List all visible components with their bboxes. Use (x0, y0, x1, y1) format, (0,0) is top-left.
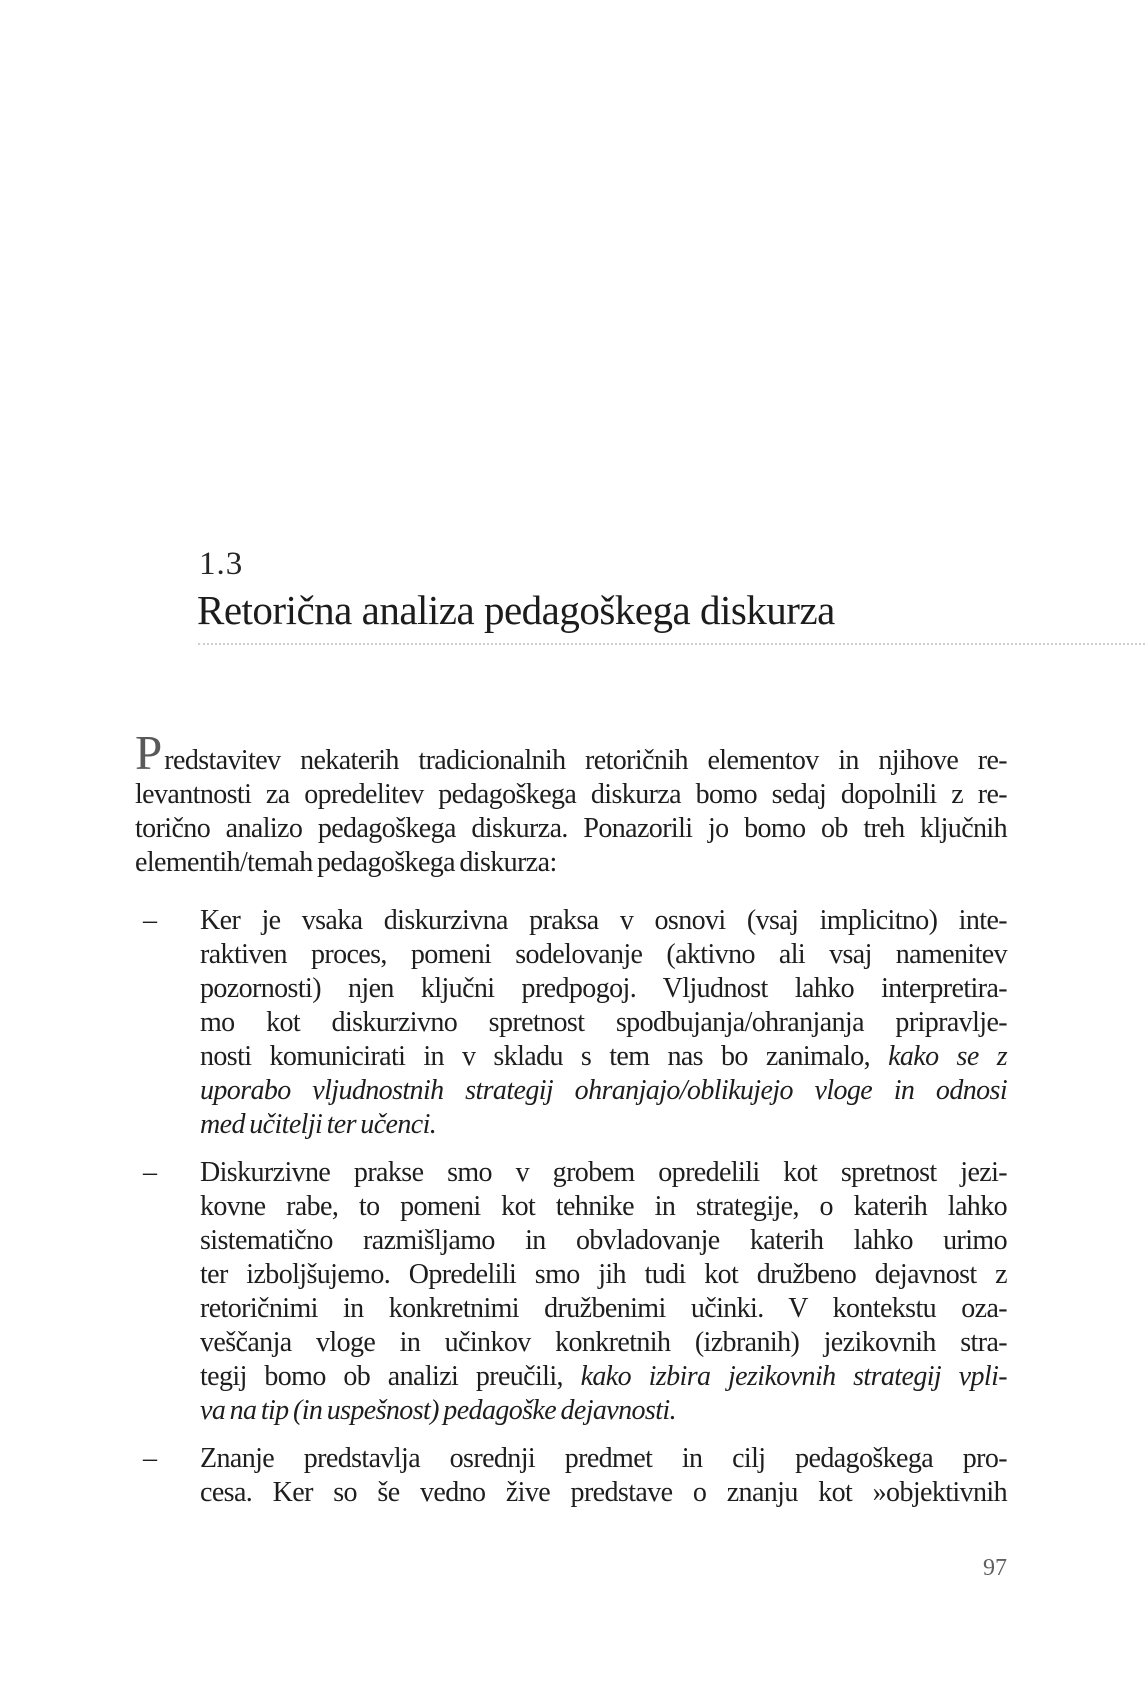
text-line (200, 904, 1007, 938)
intro-paragraph (135, 725, 1007, 880)
text-segment-italic: med učitelji ter učenci. (200, 1109, 437, 1140)
text-segment: nosti komunicirati in v skladu s tem nas bo zanimalo, (200, 1041, 889, 1072)
text-segment: mo kot diskurzivno spretnost spodbujanja/ohranjanja pripravlje- (200, 1007, 1007, 1038)
text-segment: tegij bomo ob analizi preučili, (200, 1361, 581, 1392)
text-line (200, 938, 1007, 972)
text-segment: retoričnimi in konkretnimi družbenimi učinki. V kontekstu oza- (200, 1293, 1007, 1324)
text-segment: ter izboljšujemo. Opredelili smo jih tudi kot družbeno dejavnost z (200, 1259, 1007, 1290)
section-title: Retorična analiza pedagoškega diskurza (197, 587, 835, 633)
bullet-item (143, 904, 1007, 1142)
text-segment: redstavitev nekaterih tradicionalnih retoričnih elementov in njihove re- (164, 745, 1007, 776)
text-line (200, 1258, 1007, 1292)
title-divider-rule (198, 643, 1145, 645)
text-line (200, 1190, 1007, 1224)
bullet-marker: – (143, 1157, 157, 1188)
text-line (200, 1394, 1007, 1428)
text-line (200, 1108, 1007, 1142)
text-segment: kovne rabe, to pomeni kot tehnike in strategije, o katerih lahko (200, 1191, 1007, 1222)
text-line (135, 725, 1007, 780)
bullet-item (143, 1156, 1007, 1428)
text-line (200, 1156, 1007, 1190)
text-segment: Znanje predstavlja osrednji predmet in cilj pedagoškega pro- (200, 1443, 1007, 1474)
text-line (135, 846, 1007, 880)
text-line (200, 972, 1007, 1006)
text-line (200, 1074, 1007, 1108)
text-line (200, 1326, 1007, 1360)
text-line (200, 1224, 1007, 1258)
text-line (200, 1360, 1007, 1394)
text-segment: raktiven proces, pomeni sodelovanje (aktivno ali vsaj namenitev (200, 939, 1007, 970)
text-segment: cesa. Ker so še vedno žive predstave o znanju kot »objektivnih (200, 1477, 1007, 1508)
text-segment-italic: va na tip (in uspešnost) pedagoške dejavnosti. (200, 1395, 676, 1426)
section-number: 1.3 (199, 546, 244, 582)
body-text (135, 725, 1007, 1510)
text-line (135, 778, 1007, 812)
raised-initial-letter: P (135, 725, 163, 780)
text-segment: elementih/temah pedagoškega diskurza: (135, 847, 557, 878)
text-segment: levantnosti za opredelitev pedagoškega diskurza bomo sedaj dopolnili z re- (135, 779, 1007, 810)
bullet-item (143, 1442, 1007, 1510)
text-segment-italic: uporabo vljudnostnih strategij ohranjajo/oblikujejo vloge in odnosi (200, 1075, 1007, 1106)
text-segment-italic: kako se z (888, 1041, 1007, 1072)
text-line (200, 1006, 1007, 1040)
text-segment: pozornosti) njen ključni predpogoj. Vljudnost lahko interpretira- (200, 973, 1007, 1004)
text-line (200, 1292, 1007, 1326)
text-line (200, 1442, 1007, 1476)
text-segment: Diskurzivne prakse smo v grobem opredelili kot spretnost jezi- (200, 1157, 1007, 1188)
bullet-marker: – (143, 905, 157, 936)
text-segment: torično analizo pedagoškega diskurza. Ponazorili jo bomo ob treh ključnih (135, 813, 1007, 844)
text-line (200, 1476, 1007, 1510)
bullet-marker: – (143, 1443, 157, 1474)
text-line (200, 1040, 1007, 1074)
text-segment: sistematično razmišljamo in obvladovanje katerih lahko urimo (200, 1225, 1007, 1256)
text-segment: veščanja vloge in učinkov konkretnih (izbranih) jezikovnih stra- (200, 1327, 1007, 1358)
page-number: 97 (983, 1555, 1007, 1581)
text-segment-italic: kako izbira jezikovnih strategij vpli- (580, 1361, 1007, 1392)
bullet-list (135, 904, 1007, 1510)
text-line (135, 812, 1007, 846)
text-segment: Ker je vsaka diskurzivna praksa v osnovi (vsaj implicitno) inte- (200, 905, 1007, 936)
